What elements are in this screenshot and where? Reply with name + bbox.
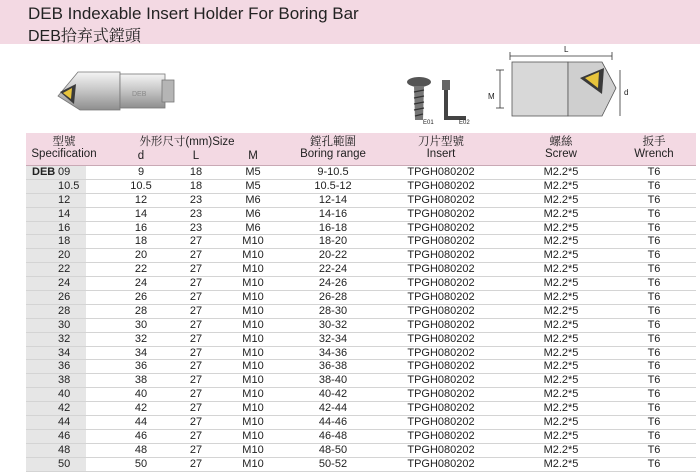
cell-spec: 14 <box>58 207 71 220</box>
cell-range: 34-36 <box>318 346 348 359</box>
header-spec-en: Specification <box>31 148 97 160</box>
table-row <box>26 388 696 402</box>
cell-spec: 36 <box>58 360 71 373</box>
table-body <box>26 166 696 472</box>
cell-d: 44 <box>134 416 148 429</box>
header-M: M <box>248 150 258 162</box>
cell-L: 27 <box>189 235 203 248</box>
cell-spec: 28 <box>58 304 71 317</box>
spec-band <box>26 444 86 457</box>
cell-d: 16 <box>134 221 148 234</box>
cell-screw: M2.2*5 <box>543 374 579 387</box>
table-row <box>26 333 696 347</box>
cell-range: 40-42 <box>318 388 348 401</box>
cell-L: 27 <box>189 374 203 387</box>
header-boring-zh: 鏜孔範圍 <box>310 136 356 148</box>
cell-M: M10 <box>242 388 264 401</box>
cell-spec: 50 <box>58 457 71 470</box>
cell-L: 27 <box>189 388 203 401</box>
cell-M: M10 <box>242 318 264 331</box>
spec-band <box>26 430 86 443</box>
cell-insert: TPGH080202 <box>407 429 475 442</box>
cell-M: M10 <box>242 249 264 262</box>
cell-d: 26 <box>134 291 148 304</box>
spec-band <box>26 222 86 235</box>
spec-band <box>26 194 86 207</box>
table-row <box>26 402 696 416</box>
header-boring-en: Boring range <box>300 148 366 160</box>
cell-L: 18 <box>189 179 203 192</box>
cell-screw: M2.2*5 <box>543 193 579 206</box>
cell-spec: 48 <box>58 443 71 456</box>
cell-screw: M2.2*5 <box>543 277 579 290</box>
table-row <box>26 305 696 319</box>
cell-L: 23 <box>189 193 203 206</box>
dimension-M-label: M <box>488 92 495 101</box>
cell-screw: M2.2*5 <box>543 388 579 401</box>
header-size-zh: 外形尺寸(mm)Size <box>139 136 235 148</box>
cell-screw: M2.2*5 <box>543 166 579 178</box>
cell-M: M10 <box>242 457 264 470</box>
cell-range: 32-34 <box>318 332 348 345</box>
cell-M: M5 <box>245 166 261 178</box>
cell-d: 24 <box>134 277 148 290</box>
cell-spec: 30 <box>58 318 71 331</box>
cell-L: 27 <box>189 360 203 373</box>
cell-insert: TPGH080202 <box>407 388 475 401</box>
title-english: DEB Indexable Insert Holder For Boring Bar <box>28 4 359 23</box>
cell-wrench: T6 <box>647 221 661 234</box>
cell-range: 28-30 <box>318 304 348 317</box>
cell-M: M5 <box>245 179 261 192</box>
cell-d: 12 <box>134 193 148 206</box>
spec-band <box>26 374 86 387</box>
cell-wrench: T6 <box>647 374 661 387</box>
dimension-d-label: d <box>624 88 629 97</box>
cell-insert: TPGH080202 <box>407 360 475 373</box>
cell-insert: TPGH080202 <box>407 263 475 276</box>
cell-spec: 24 <box>58 277 71 290</box>
cell-screw: M2.2*5 <box>543 235 579 248</box>
cell-spec: 40 <box>58 388 71 401</box>
header-L: L <box>192 150 200 162</box>
cell-d: 18 <box>134 235 148 248</box>
cell-d: 42 <box>134 402 148 415</box>
cell-M: M10 <box>242 291 264 304</box>
cell-L: 27 <box>189 304 203 317</box>
cell-screw: M2.2*5 <box>543 332 579 345</box>
cell-range: 36-38 <box>318 360 348 373</box>
cell-range: 38-40 <box>318 374 348 387</box>
spec-table <box>26 133 696 472</box>
cell-screw: M2.2*5 <box>543 346 579 359</box>
cell-range: 42-44 <box>318 402 348 415</box>
table-row <box>26 235 696 249</box>
cell-range: 48-50 <box>318 443 348 456</box>
cell-screw: M2.2*5 <box>543 221 579 234</box>
cell-spec: 34 <box>58 346 71 359</box>
cell-wrench: T6 <box>647 388 661 401</box>
cell-screw: M2.2*5 <box>543 318 579 331</box>
cell-screw: M2.2*5 <box>543 179 579 192</box>
header-wrench-en: Wrench <box>634 148 674 160</box>
cell-M: M10 <box>242 416 264 429</box>
cell-insert: TPGH080202 <box>407 374 475 387</box>
table-row <box>26 249 696 263</box>
cell-spec: 44 <box>58 416 71 429</box>
table-row <box>26 166 696 180</box>
cell-L: 27 <box>189 249 203 262</box>
cell-L: 27 <box>189 263 203 276</box>
cell-L: 23 <box>189 207 203 220</box>
technical-drawing <box>484 48 644 134</box>
cell-d: 20 <box>134 249 148 262</box>
header-insert-en: Insert <box>426 148 456 160</box>
cell-wrench: T6 <box>647 346 661 359</box>
cell-range: 18-20 <box>318 235 348 248</box>
cell-wrench: T6 <box>647 332 661 345</box>
cell-d: 22 <box>134 263 148 276</box>
cell-insert: TPGH080202 <box>407 416 475 429</box>
table-row <box>26 208 696 222</box>
header-screw-en: Screw <box>545 148 577 160</box>
cell-spec: 26 <box>58 291 71 304</box>
svg-text:DEB: DEB <box>132 91 147 98</box>
cell-insert: TPGH080202 <box>407 277 475 290</box>
cell-wrench: T6 <box>647 291 661 304</box>
header-insert-zh: 刀片型號 <box>418 136 464 148</box>
spec-band <box>26 360 86 373</box>
wrench-code-label: E02 <box>459 120 470 126</box>
cell-spec: 10.5 <box>58 179 80 192</box>
table-row <box>26 263 696 277</box>
cell-spec: 09 <box>58 166 71 178</box>
cell-range: 14-16 <box>318 207 348 220</box>
table-header <box>26 133 696 166</box>
cell-screw: M2.2*5 <box>543 457 579 470</box>
cell-screw: M2.2*5 <box>543 360 579 373</box>
cell-range: 20-22 <box>318 249 348 262</box>
table-row <box>26 194 696 208</box>
cell-L: 27 <box>189 429 203 442</box>
cell-range: 26-28 <box>318 291 348 304</box>
cell-spec: 22 <box>58 263 71 276</box>
cell-M: M6 <box>245 221 261 234</box>
cell-insert: TPGH080202 <box>407 207 475 220</box>
screw-code-label: E01 <box>423 120 434 126</box>
cell-M: M10 <box>242 332 264 345</box>
cell-wrench: T6 <box>647 360 661 373</box>
cell-screw: M2.2*5 <box>543 402 579 415</box>
cell-M: M6 <box>245 207 261 220</box>
spec-band <box>26 249 86 262</box>
cell-M: M10 <box>242 443 264 456</box>
cell-range: 44-46 <box>318 416 348 429</box>
cell-range: 30-32 <box>318 318 348 331</box>
cell-M: M10 <box>242 263 264 276</box>
cell-L: 27 <box>189 416 203 429</box>
cell-wrench: T6 <box>647 263 661 276</box>
cell-insert: TPGH080202 <box>407 179 475 192</box>
cell-range: 22-24 <box>318 263 348 276</box>
cell-insert: TPGH080202 <box>407 166 475 178</box>
title-chinese: DEB拾弃式鏜頭 <box>28 28 141 45</box>
spec-prefix: DEB <box>32 166 56 178</box>
cell-d: 40 <box>134 388 148 401</box>
cell-L: 27 <box>189 277 203 290</box>
cell-d: 34 <box>134 346 148 359</box>
cell-d: 50 <box>134 457 148 470</box>
cell-range: 9-10.5 <box>317 166 349 178</box>
cell-M: M10 <box>242 277 264 290</box>
cell-screw: M2.2*5 <box>543 304 579 317</box>
cell-insert: TPGH080202 <box>407 402 475 415</box>
cell-spec: 20 <box>58 249 71 262</box>
spec-band <box>26 416 86 429</box>
cell-screw: M2.2*5 <box>543 416 579 429</box>
table-row <box>26 277 696 291</box>
cell-insert: TPGH080202 <box>407 332 475 345</box>
cell-range: 12-14 <box>318 193 348 206</box>
spec-band <box>26 402 86 415</box>
header-d: d <box>137 150 145 162</box>
cell-wrench: T6 <box>647 443 661 456</box>
cell-spec: 16 <box>58 221 71 234</box>
cell-d: 30 <box>134 318 148 331</box>
cell-d: 28 <box>134 304 148 317</box>
cell-wrench: T6 <box>647 207 661 220</box>
cell-L: 23 <box>189 221 203 234</box>
spec-band <box>26 208 86 221</box>
cell-wrench: T6 <box>647 193 661 206</box>
cell-d: 32 <box>134 332 148 345</box>
cell-wrench: T6 <box>647 457 661 470</box>
cell-wrench: T6 <box>647 318 661 331</box>
spec-band <box>26 277 86 290</box>
cell-insert: TPGH080202 <box>407 291 475 304</box>
cell-insert: TPGH080202 <box>407 193 475 206</box>
spec-band <box>26 235 86 248</box>
cell-insert: TPGH080202 <box>407 235 475 248</box>
cell-d: 46 <box>134 429 148 442</box>
cell-d: 14 <box>134 207 148 220</box>
cell-wrench: T6 <box>647 429 661 442</box>
header-spec-zh: 型號 <box>52 136 76 148</box>
cell-range: 24-26 <box>318 277 348 290</box>
table-row <box>26 360 696 374</box>
cell-spec: 38 <box>58 374 71 387</box>
header-wrench-zh: 扳手 <box>642 136 666 148</box>
cell-screw: M2.2*5 <box>543 249 579 262</box>
cell-L: 27 <box>189 443 203 456</box>
cell-spec: 12 <box>58 193 71 206</box>
spec-band <box>26 319 86 332</box>
cell-d: 9 <box>137 166 145 178</box>
boring-head-photo <box>50 66 180 116</box>
table-row <box>26 291 696 305</box>
cell-insert: TPGH080202 <box>407 318 475 331</box>
cell-spec: 46 <box>58 429 71 442</box>
cell-range: 10.5-12 <box>314 179 352 192</box>
cell-insert: TPGH080202 <box>407 304 475 317</box>
cell-M: M10 <box>242 402 264 415</box>
cell-d: 10.5 <box>130 179 152 192</box>
cell-L: 27 <box>189 291 203 304</box>
cell-wrench: T6 <box>647 304 661 317</box>
cell-range: 46-48 <box>318 429 348 442</box>
header-screw-zh: 螺絲 <box>549 136 573 148</box>
cell-wrench: T6 <box>647 235 661 248</box>
table-row <box>26 374 696 388</box>
title-bar <box>0 0 700 44</box>
spec-band <box>26 291 86 304</box>
table-row <box>26 180 696 194</box>
cell-M: M10 <box>242 429 264 442</box>
table-row <box>26 430 696 444</box>
cell-M: M10 <box>242 360 264 373</box>
cell-insert: TPGH080202 <box>407 443 475 456</box>
table-row <box>26 416 696 430</box>
cell-M: M10 <box>242 346 264 359</box>
cell-spec: 42 <box>58 402 71 415</box>
spec-band <box>26 333 86 346</box>
table-row <box>26 319 696 333</box>
cell-d: 48 <box>134 443 148 456</box>
cell-insert: TPGH080202 <box>407 249 475 262</box>
table-row <box>26 444 696 458</box>
cell-L: 27 <box>189 346 203 359</box>
cell-M: M10 <box>242 374 264 387</box>
cell-screw: M2.2*5 <box>543 291 579 304</box>
spec-band <box>26 263 86 276</box>
cell-spec: 32 <box>58 332 71 345</box>
cell-wrench: T6 <box>647 277 661 290</box>
cell-L: 27 <box>189 318 203 331</box>
spec-band <box>26 347 86 360</box>
cell-insert: TPGH080202 <box>407 221 475 234</box>
cell-d: 36 <box>134 360 148 373</box>
table-row <box>26 347 696 361</box>
cell-wrench: T6 <box>647 166 661 178</box>
cell-screw: M2.2*5 <box>543 263 579 276</box>
cell-M: M10 <box>242 235 264 248</box>
cell-L: 27 <box>189 402 203 415</box>
cell-d: 38 <box>134 374 148 387</box>
cell-M: M10 <box>242 304 264 317</box>
cell-insert: TPGH080202 <box>407 346 475 359</box>
cell-wrench: T6 <box>647 249 661 262</box>
figure-area <box>0 44 700 134</box>
cell-insert: TPGH080202 <box>407 457 475 470</box>
cell-L: 27 <box>189 332 203 345</box>
spec-band <box>26 305 86 318</box>
spec-band <box>26 388 86 401</box>
cell-wrench: T6 <box>647 402 661 415</box>
cell-spec: 18 <box>58 235 71 248</box>
cell-screw: M2.2*5 <box>543 443 579 456</box>
cell-wrench: T6 <box>647 179 661 192</box>
cell-M: M6 <box>245 193 261 206</box>
cell-screw: M2.2*5 <box>543 429 579 442</box>
dimension-L-label: L <box>564 45 569 54</box>
cell-range: 50-52 <box>318 457 348 470</box>
cell-range: 16-18 <box>318 221 348 234</box>
table-row <box>26 222 696 236</box>
cell-L: 27 <box>189 457 203 470</box>
cell-L: 18 <box>189 166 203 178</box>
cell-wrench: T6 <box>647 416 661 429</box>
cell-screw: M2.2*5 <box>543 207 579 220</box>
